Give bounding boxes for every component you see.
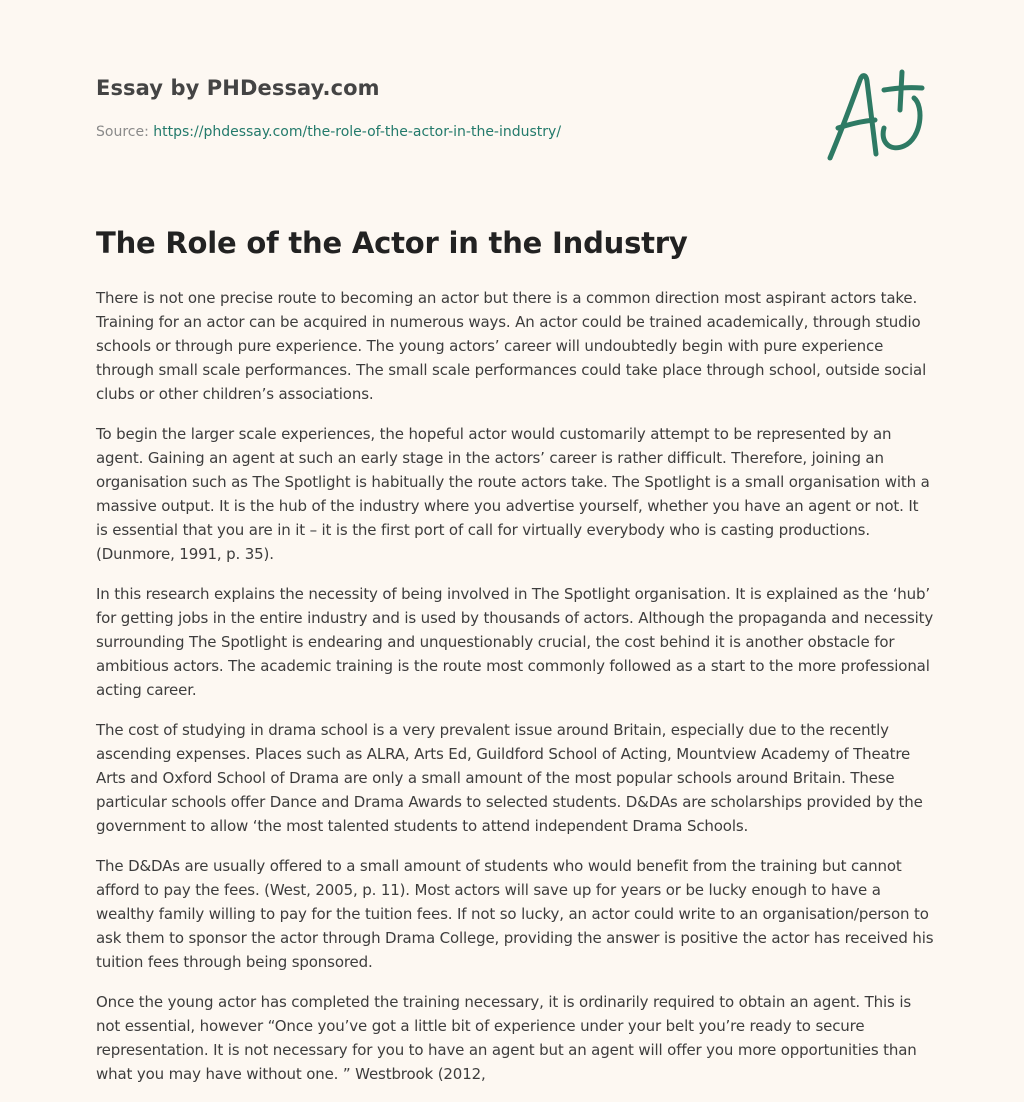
essay-body: [96, 286, 934, 1102]
source-label: Source:: [96, 124, 149, 140]
essay-paragraph: In this research explains the necessity of being involved in The Spotlight organisation. It is explained as the ‘hub’ for getting jobs in the entire industry and is used by thousands of actors. Although the propaganda and necessity surrounding The Spotlight is endearing and unquestionably crucial, the cost behind it is another obstacle for ambitious actors. The academic training is the route most commonly followed as a start to the more professional acting career.: [96, 585, 934, 699]
essay-paragraph: Once the young actor has completed the training necessary, it is ordinarily required to obtain an agent. This is not essential, however “Once you’ve got a little bit of experience under your belt you’re ready to secure representation. It is not necessary for you to have an agent but an agent will offer you more opportunities than what you may have without one. ” Westbrook (2012,: [96, 993, 917, 1083]
essay-paragraph: The D&DAs are usually offered to a small amount of students who would benefit from the training but cannot afford to pay the fees. (West, 2005, p. 11). Most actors will save up for years or be lucky enough to have a wealthy family willing to pay for the tuition fees. If not so lucky, an actor could write to an organisation/person to ask them to sponsor the actor through Drama College, providing the answer is positive the actor has received his tuition fees through being sponsored.: [96, 857, 934, 971]
essay-paragraph: To begin the larger scale experiences, the hopeful actor would customarily attempt to be represented by an agent. Gaining an agent at such an early stage in the actors’ career is rather difficult. Therefore, joining an organisation such as The Spotlight is habitually the route actors take. The Spotlight is a small organisation with a massive output. It is the hub of the industry where you advertise yourself, whether you have an agent or not. It is essential that you are in it – it is the first port of call for virtually everybody who is casting productions. (Dunmore, 1991, p. 35).: [96, 425, 930, 563]
essay-paragraph: There is not one precise route to becoming an actor but there is a common direction most aspirant actors take. Training for an actor can be acquired in numerous ways. An actor could be trained academically, through studio schools or through pure experience. The young actors’ career will undoubtedly begin with pure experience through small scale performances. The small scale performances could take place through school, outside social clubs or other children’s associations.: [96, 289, 927, 403]
site-title: Essay by PHDessay.com: [96, 76, 380, 100]
source-link[interactable]: https://phdessay.com/the-role-of-the-actor-in-the-industry/: [153, 124, 562, 140]
essay-title: The Role of the Actor in the Industry: [96, 226, 688, 260]
source-line: [96, 124, 561, 140]
essay-paragraph: The cost of studying in drama school is a very prevalent issue around Britain, especially due to the recently ascending expenses. Places such as ALRA, Arts Ed, Guildford School of Acting, Mountview Academy of Theatre Arts and Oxford School of Drama are only a small amount of the most popular schools around Britain. These particular schools offer Dance and Drama Awards to selected students. D&DAs are scholarships provided by the government to allow ‘the most talented students to attend independent Drama Schools.: [96, 721, 923, 835]
a-plus-grade-icon: [818, 66, 930, 166]
